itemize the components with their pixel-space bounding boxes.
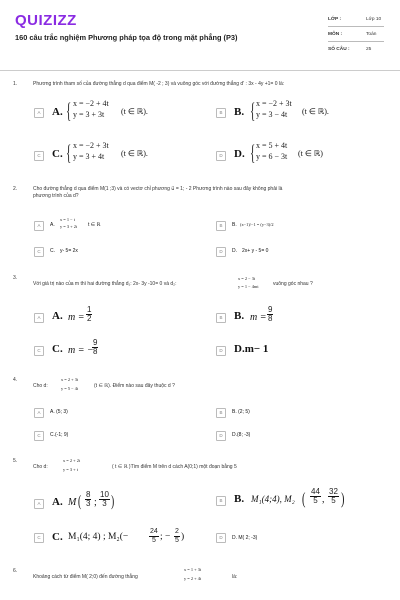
quizizz-logo: QUIZIZZ: [15, 12, 77, 29]
question-text: là:: [232, 574, 238, 580]
subject-value: Toán: [366, 32, 377, 37]
option-label: B.: [232, 222, 237, 228]
fraction-denominator: 3: [102, 499, 107, 508]
question-number: 6.: [13, 568, 18, 574]
equation-line: y = 3 + 2t: [60, 224, 78, 229]
fraction: [85, 491, 91, 508]
separator: ;: [94, 497, 97, 508]
brace-symbol: {: [66, 98, 72, 123]
option-label: C.: [52, 148, 63, 160]
question-text: vuông góc nhau ?: [273, 281, 313, 287]
option-text: M₁(4;4), M₂: [251, 494, 295, 504]
fraction: [267, 306, 273, 323]
option-label: D.: [234, 148, 245, 160]
equation-system: [256, 98, 292, 120]
option-text: M: [68, 497, 77, 508]
equation-line: y = 6 − 3t: [256, 152, 288, 161]
question-text: ( t ∈ ℝ )Tìm điểm M trên d cách A(0;1) một đoạn bằng 5: [112, 464, 237, 470]
question-number: 4.: [13, 377, 18, 383]
equation-line: x = 2 + 3t: [61, 377, 79, 382]
separator: ; −: [160, 532, 171, 542]
option-letter[interactable]: A: [34, 313, 44, 323]
equation-line: x = 1 + 3t: [184, 567, 202, 572]
fraction-denominator: 8: [268, 314, 273, 323]
question-text: Cho đường thẳng d qua điểm M(1 ;3) và có vectơ chỉ phương u⃗ = 1; - 2 Phương trình nào sau đây không phải là: [33, 186, 283, 192]
class-value: Lớp 10: [366, 17, 382, 22]
fraction-numerator: 8: [86, 490, 91, 499]
paren-close: ): [111, 493, 115, 510]
document-title: 160 câu trắc nghiệm Phương pháp tọa độ trong mặt phẳng (P3): [15, 33, 238, 42]
option-label: B.: [234, 310, 245, 322]
equation-line: y = 3 + t: [63, 467, 78, 472]
option-letter[interactable]: B: [216, 313, 226, 323]
fraction-numerator: 32: [329, 487, 338, 496]
option-text: 2x+ y - 5= 0: [242, 248, 269, 254]
question-number: 2.: [13, 186, 18, 192]
fraction-denominator: 3: [86, 499, 91, 508]
option-letter[interactable]: C: [34, 533, 44, 543]
paren-close: ): [341, 489, 345, 508]
option-letter[interactable]: B: [216, 496, 226, 506]
option-letter[interactable]: A: [34, 499, 44, 509]
fraction: [174, 528, 180, 545]
fraction: [92, 339, 98, 356]
option-label: C.(-1; 9): [50, 432, 69, 438]
fraction-numerator: 1: [87, 305, 92, 314]
question-number: 1.: [13, 81, 18, 87]
question-text: (t ∈ ℝ). Điểm nào sau đây thuộc d ?: [94, 383, 175, 389]
option-text: m =: [68, 312, 85, 323]
option-text: m =: [250, 312, 267, 323]
option-suffix: (t ∈ ℝ).: [121, 107, 148, 116]
option-label: A.: [52, 310, 63, 322]
option-letter[interactable]: C: [34, 151, 44, 161]
question-text: Phương trình tham số của đường thẳng d qua điểm M( -2 ; 3) và vuông góc với đường thẳng d' : 3x - 4y +1= 0 là:: [33, 81, 285, 87]
option-letter[interactable]: C: [34, 346, 44, 356]
question-text: Cho d:: [33, 464, 48, 470]
equation-line: (x−1)/−1 = (y−3)/2: [240, 222, 274, 227]
option-letter[interactable]: D: [216, 533, 226, 543]
fraction: [149, 528, 159, 545]
option-letter[interactable]: D: [216, 247, 226, 257]
equation-line: x = −2 + 4t: [73, 99, 109, 108]
question-text: Khoảng cách từ điểm M( 2;0) đến đường thẳng: [33, 574, 138, 580]
fraction-numerator: 9: [268, 305, 273, 314]
equation-line: y = 1 − 4mt: [238, 284, 259, 289]
option-label: B.: [234, 106, 245, 118]
equation-line: x = 5 + 4t: [256, 141, 288, 150]
question-text: Cho d:: [33, 383, 48, 389]
fraction-numerator: 44: [311, 487, 320, 496]
option-suffix: (t ∈ ℝ).: [121, 149, 148, 158]
option-text: M₁(4; 4) ; M₂(−: [68, 532, 129, 542]
option-text: y- 5= 2x: [60, 248, 78, 254]
equation-line: x = 2 + 2t: [63, 458, 81, 463]
option-letter[interactable]: B: [216, 408, 226, 418]
option-text: m = −: [68, 345, 94, 356]
option-suffix: (t ∈ ℝ).: [302, 107, 329, 116]
brace-symbol: {: [66, 140, 72, 165]
option-letter[interactable]: D: [216, 151, 226, 161]
option-letter[interactable]: B: [216, 221, 226, 231]
page-header: [0, 0, 400, 66]
count-value: 25: [366, 47, 372, 52]
fraction: [86, 306, 92, 323]
option-label: B.: [234, 493, 245, 505]
fraction: [99, 491, 110, 508]
option-label: C.: [52, 343, 63, 355]
question-number: 3.: [13, 275, 18, 281]
option-label: A. (5; 3): [50, 409, 68, 415]
equation-line: y = 3 + 4t: [73, 152, 105, 161]
paren-open: (: [302, 489, 306, 508]
question-number: 5.: [13, 458, 18, 464]
question-text: Với giá trị nào của m thì hai đường thẳng d₁: 2x- 3y -10= 0 và d₂:: [33, 281, 177, 287]
option-label: D.m− 1: [234, 343, 269, 355]
option-label: D.: [232, 248, 237, 254]
equation-system: [256, 140, 287, 162]
fraction-denominator: 2: [87, 314, 92, 323]
equation-line: y = 3 − 4t: [256, 110, 288, 119]
count-label: SỐ CÂU :: [328, 47, 350, 52]
question-text: phương trình của d?: [33, 193, 79, 199]
header-divider: [0, 70, 400, 71]
fraction-denominator: 5: [313, 496, 318, 505]
paren-open: (: [78, 493, 82, 510]
option-label: C.: [52, 531, 63, 543]
class-label: LỚP :: [328, 17, 342, 22]
option-label: A.: [50, 222, 55, 228]
option-suffix: t ∈ ℝ: [88, 222, 101, 228]
option-label: A.: [52, 106, 63, 118]
option-label: D. M( 2; -3): [232, 535, 258, 541]
brace-symbol: {: [250, 140, 256, 165]
option-letter[interactable]: C: [34, 431, 44, 441]
option-label: A.: [52, 496, 63, 508]
equation-line: x = 2 − 3t: [238, 276, 256, 281]
option-letter[interactable]: A: [34, 221, 44, 231]
meta-divider: [328, 41, 384, 42]
equation-line: x = −2 + 3t: [73, 141, 109, 150]
fraction-denominator: 5: [151, 537, 156, 544]
equation-line: y = 3 + 3t: [73, 110, 105, 119]
fraction: [310, 488, 321, 505]
equation-system: [73, 98, 109, 120]
option-label: B. (2; 5): [232, 409, 250, 415]
fraction: [328, 488, 339, 505]
paren-close: ): [181, 532, 185, 542]
option-letter[interactable]: D: [216, 431, 226, 441]
option-letter[interactable]: D: [216, 346, 226, 356]
fraction-denominator: 5: [331, 496, 336, 505]
fraction-denominator: 8: [93, 347, 98, 356]
equation-line: x = 1 − t: [60, 217, 75, 222]
option-letter[interactable]: A: [34, 408, 44, 418]
option-letter[interactable]: B: [216, 108, 226, 118]
fraction-denominator: 5: [175, 537, 179, 544]
fraction-numerator: 2: [175, 528, 179, 535]
option-letter[interactable]: A: [34, 108, 44, 118]
option-label: D.(8; -3): [232, 432, 251, 438]
option-suffix: (t ∈ ℝ): [298, 149, 323, 158]
equation-line: y = 2 + 4t: [184, 576, 202, 581]
option-letter[interactable]: C: [34, 247, 44, 257]
subject-label: MÔN :: [328, 32, 343, 37]
equation-system: [73, 140, 109, 162]
meta-divider: [328, 26, 384, 27]
brace-symbol: {: [250, 98, 256, 123]
separator: ,: [322, 494, 325, 505]
option-label: C.: [50, 248, 55, 254]
equation-line: y = 5 − 4t: [61, 386, 79, 391]
fraction-numerator: 10: [100, 490, 109, 499]
fraction-numerator: 9: [93, 338, 98, 347]
fraction-numerator: 24: [150, 528, 158, 535]
equation-line: x = −2 + 3t: [256, 99, 292, 108]
